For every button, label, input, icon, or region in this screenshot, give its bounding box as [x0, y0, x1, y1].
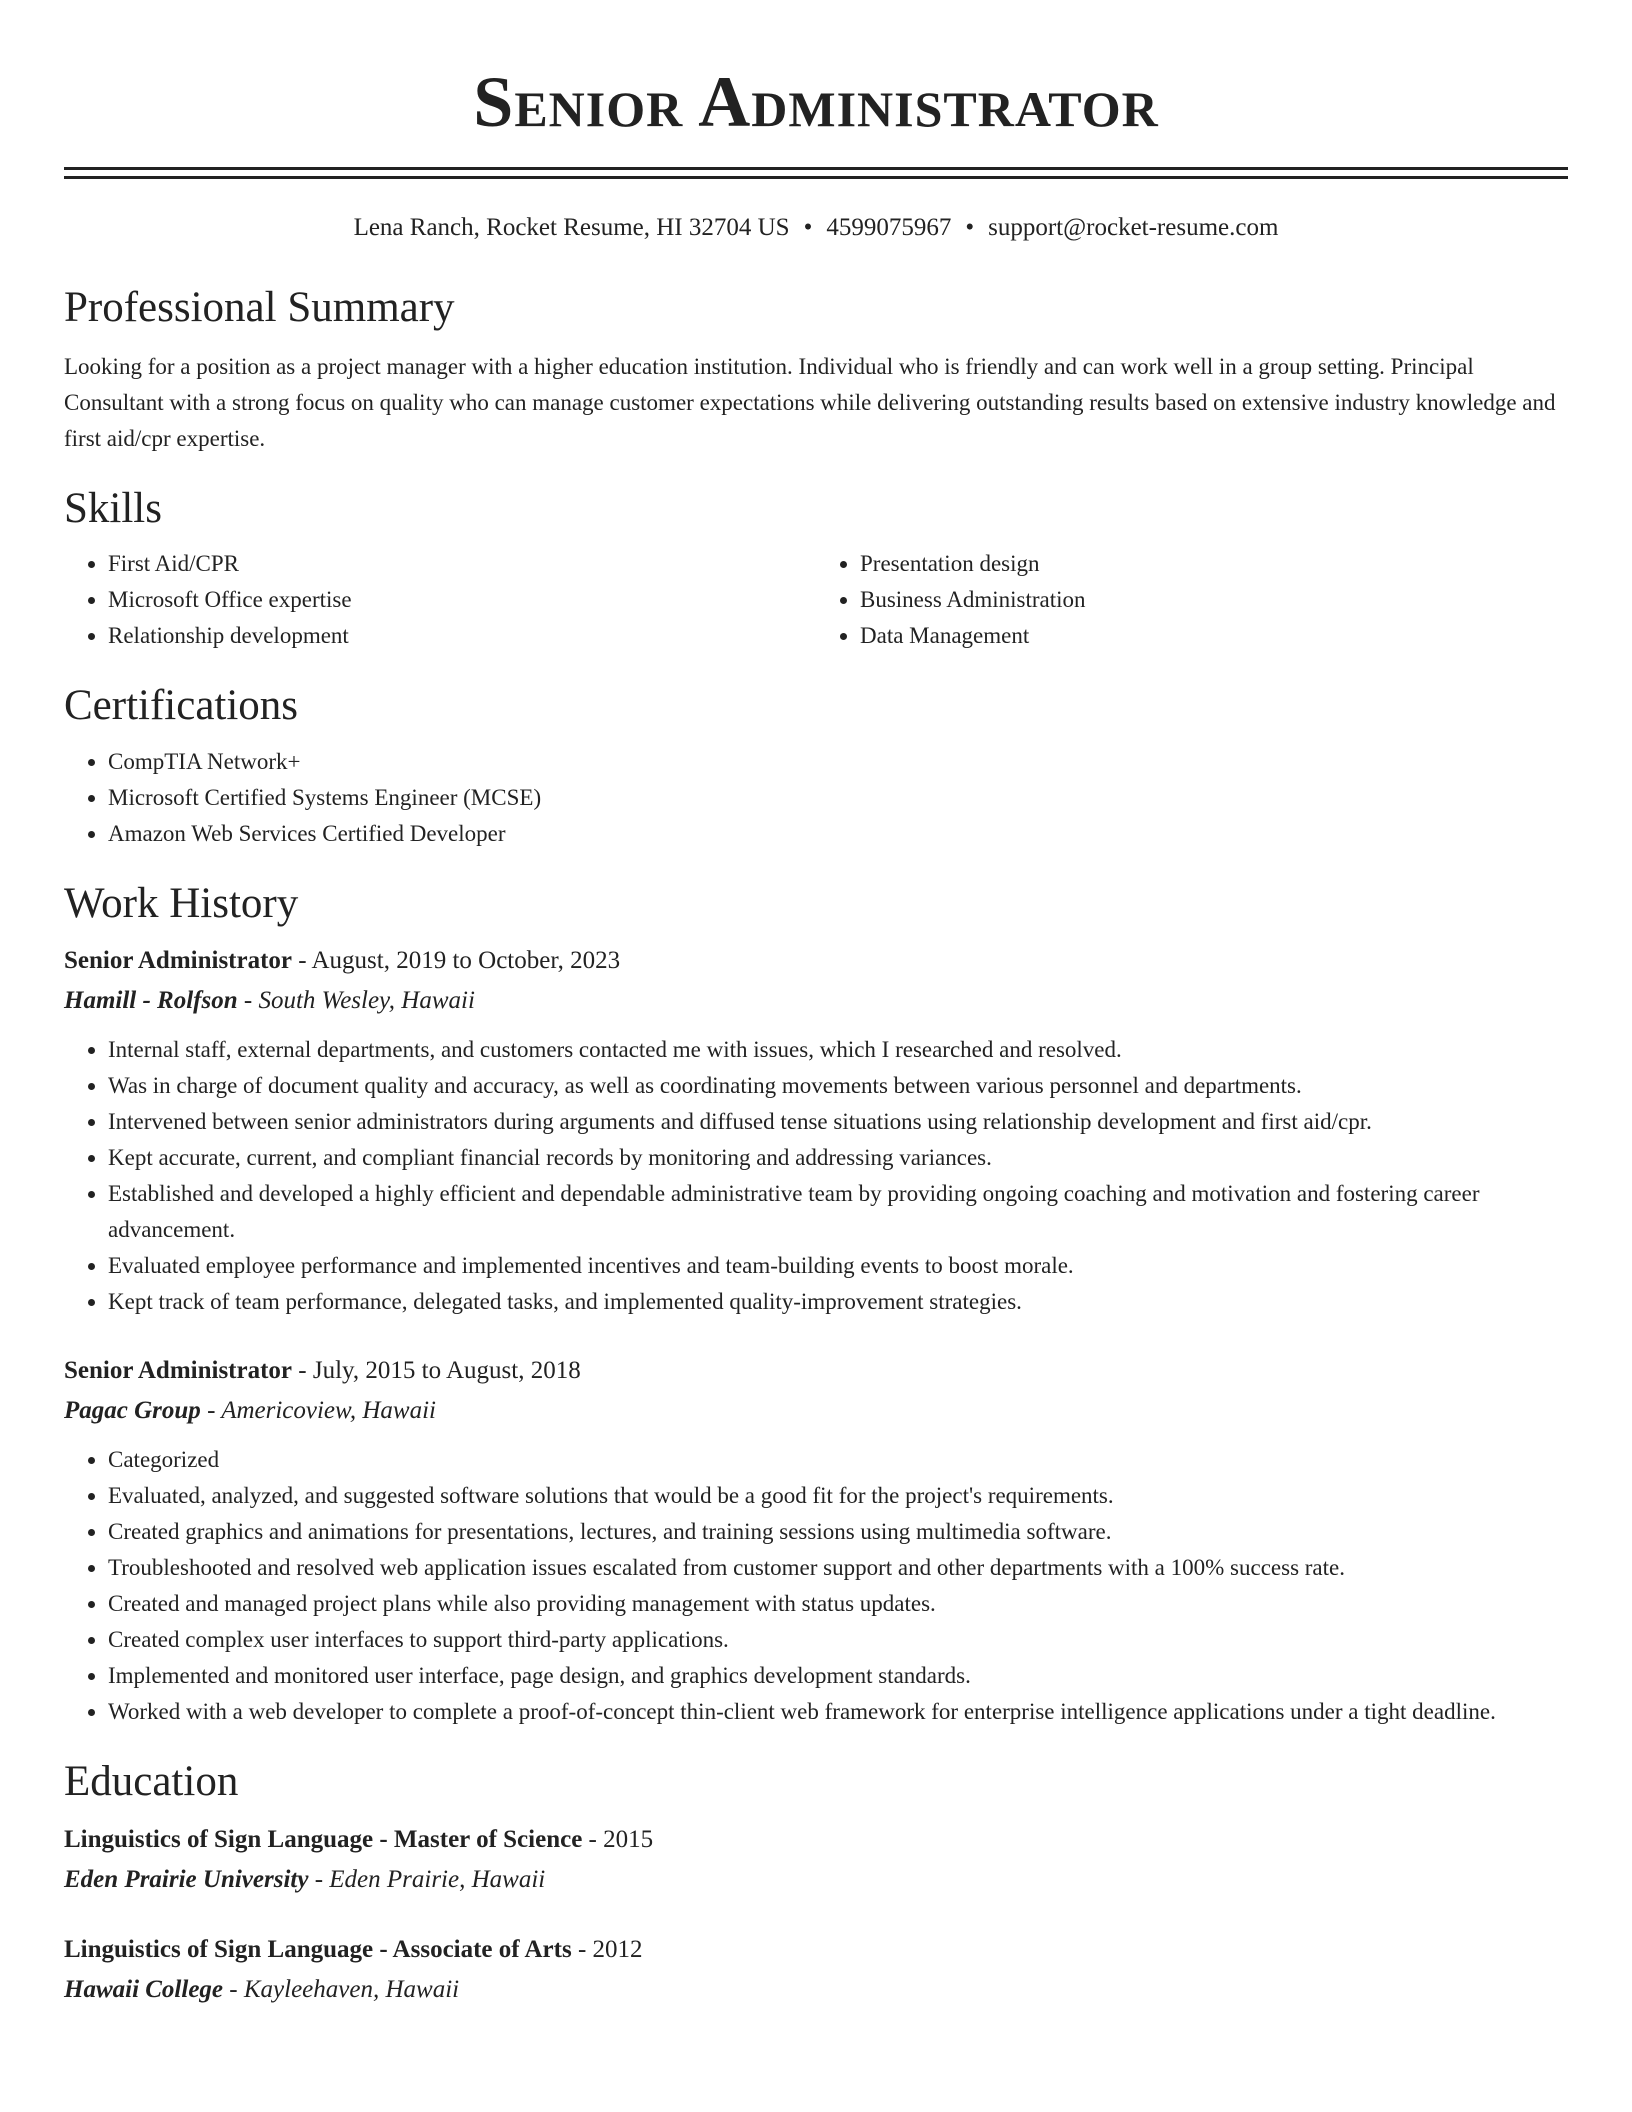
skill-item: • Data Management — [860, 618, 1568, 654]
certifications-list — [64, 744, 1568, 852]
job-bullet: • Evaluated employee performance and implemented incentives and team-building events to boost morale. — [108, 1248, 1568, 1284]
education-degree: Linguistics of Sign Language - Master of Science — [64, 1825, 583, 1853]
education-year: 2015 — [603, 1825, 654, 1853]
skill-item: • Microsoft Office expertise — [108, 582, 816, 618]
job-company: Hamill - Rolfson — [64, 987, 238, 1015]
job-entry — [64, 1351, 1568, 1730]
job-bullet: • Established and developed a highly efficient and dependable administrative team by providing ongoing coaching and motivation and fostering career advancement. — [108, 1176, 1568, 1248]
job-bullet: • Created and managed project plans while also providing management with status updates. — [108, 1586, 1568, 1622]
education-entry — [64, 1930, 1568, 2010]
contact-line — [64, 213, 1568, 243]
education-school: Hawaii College — [64, 1975, 224, 2003]
contact-separator: • — [803, 214, 813, 241]
education-school-line: Hawaii College - Kayleehaven, Hawaii — [64, 1975, 460, 2003]
job-role: Senior Administrator — [64, 1357, 293, 1385]
education-degree-line: Linguistics of Sign Language - Associate of Arts - 2012 — [64, 1935, 643, 1963]
job-bullet: • Was in charge of document quality and accuracy, as well as coordinating movements between various personnel and departments. — [108, 1068, 1568, 1104]
job-title-line: Senior Administrator - August, 2019 to October, 2023 — [64, 947, 621, 975]
job-bullet: • Intervened between senior administrators during arguments and diffused tense situations using relationship development and first aid/cpr. — [108, 1104, 1568, 1140]
education-degree: Linguistics of Sign Language - Associate of Arts — [64, 1935, 572, 1963]
certification-item: • Amazon Web Services Certified Developer — [108, 816, 1568, 852]
skill-item: • Relationship development — [108, 618, 816, 654]
job-bullet: • Worked with a web developer to complete a proof-of-concept thin-client web framework for enterprise intelligence applications under a tight deadline. — [108, 1694, 1568, 1730]
job-company: Pagac Group — [64, 1397, 201, 1425]
job-entry — [64, 941, 1568, 1320]
certifications-heading: Certifications — [64, 682, 299, 730]
header-divider-thin — [64, 176, 1568, 179]
job-role: Senior Administrator — [64, 947, 293, 975]
job-location: Americoview, Hawaii — [221, 1397, 436, 1425]
education-school-line: Eden Prairie University - Eden Prairie, Hawaii — [64, 1865, 546, 1893]
education-school: Eden Prairie University — [64, 1865, 309, 1893]
skill-item: • First Aid/CPR — [108, 546, 816, 582]
contact-separator: • — [965, 214, 975, 241]
work-history-heading: Work History — [64, 879, 299, 927]
skill-item: • Presentation design — [860, 546, 1568, 582]
skill-item: • Business Administration — [860, 582, 1568, 618]
job-bullet: • Evaluated, analyzed, and suggested software solutions that would be a good fit for the project's requirements. — [108, 1478, 1568, 1514]
skills-column-right — [816, 546, 1568, 654]
job-bullet: • Created graphics and animations for presentations, lectures, and training sessions using multimedia software. — [108, 1514, 1568, 1550]
job-company-line: Hamill - Rolfson - South Wesley, Hawaii — [64, 987, 475, 1015]
skills-column-left — [64, 546, 816, 654]
education-location: Eden Prairie, Hawaii — [329, 1865, 546, 1893]
education-degree-line: Linguistics of Sign Language - Master of Science - 2015 — [64, 1825, 654, 1853]
job-bullets — [64, 1032, 1568, 1320]
job-company-line: Pagac Group - Americoview, Hawaii — [64, 1397, 436, 1425]
job-dates: August, 2019 to October, 2023 — [311, 947, 621, 975]
job-dates: July, 2015 to August, 2018 — [312, 1357, 581, 1385]
certification-item: • CompTIA Network+ — [108, 744, 1568, 780]
skills-list — [64, 546, 1568, 654]
job-bullet: • Categorized — [108, 1442, 1568, 1478]
job-bullet: • Kept track of team performance, delegated tasks, and implemented quality-improvement strategies. — [108, 1284, 1568, 1320]
header-divider-thick — [64, 167, 1568, 170]
contact-phone: 4599075967 — [826, 214, 952, 241]
candidate-name: Senior Administrator — [473, 62, 1159, 142]
job-bullet: • Created complex user interfaces to support third-party applications. — [108, 1622, 1568, 1658]
job-bullet: • Kept accurate, current, and compliant financial records by monitoring and addressing variances. — [108, 1140, 1568, 1176]
job-title-line: Senior Administrator - July, 2015 to August, 2018 — [64, 1357, 581, 1385]
education-entry — [64, 1820, 1568, 1900]
education-heading: Education — [64, 1758, 239, 1806]
job-bullet: • Troubleshooted and resolved web application issues escalated from customer support and other departments with a 100% success rate. — [108, 1550, 1568, 1586]
summary-heading: Professional Summary — [64, 284, 455, 331]
contact-email: support@rocket-resume.com — [988, 214, 1279, 241]
contact-address: Lena Ranch, Rocket Resume, HI 32704 US — [353, 214, 790, 241]
education-location: Kayleehaven, Hawaii — [243, 1975, 460, 2003]
resume-page — [64, 0, 1568, 2010]
job-bullets — [64, 1442, 1568, 1730]
education-year: 2012 — [592, 1935, 643, 1963]
job-bullet: • Implemented and monitored user interface, page design, and graphics development standards. — [108, 1658, 1568, 1694]
skills-heading: Skills — [64, 484, 162, 532]
job-bullet: • Internal staff, external departments, and customers contacted me with issues, which I researched and resolved. — [108, 1032, 1568, 1068]
certification-item: • Microsoft Certified Systems Engineer (MCSE) — [108, 780, 1568, 816]
job-location: South Wesley, Hawaii — [258, 987, 475, 1015]
summary-text: Looking for a position as a project manager with a higher education institution. Individual who is friendly and can work well in a group setting. Principal Consultant with a strong focus on quality who can manage customer expectations while delivering outstanding results based on extensive industry knowledge and first aid/cpr expertise. — [64, 353, 1556, 451]
